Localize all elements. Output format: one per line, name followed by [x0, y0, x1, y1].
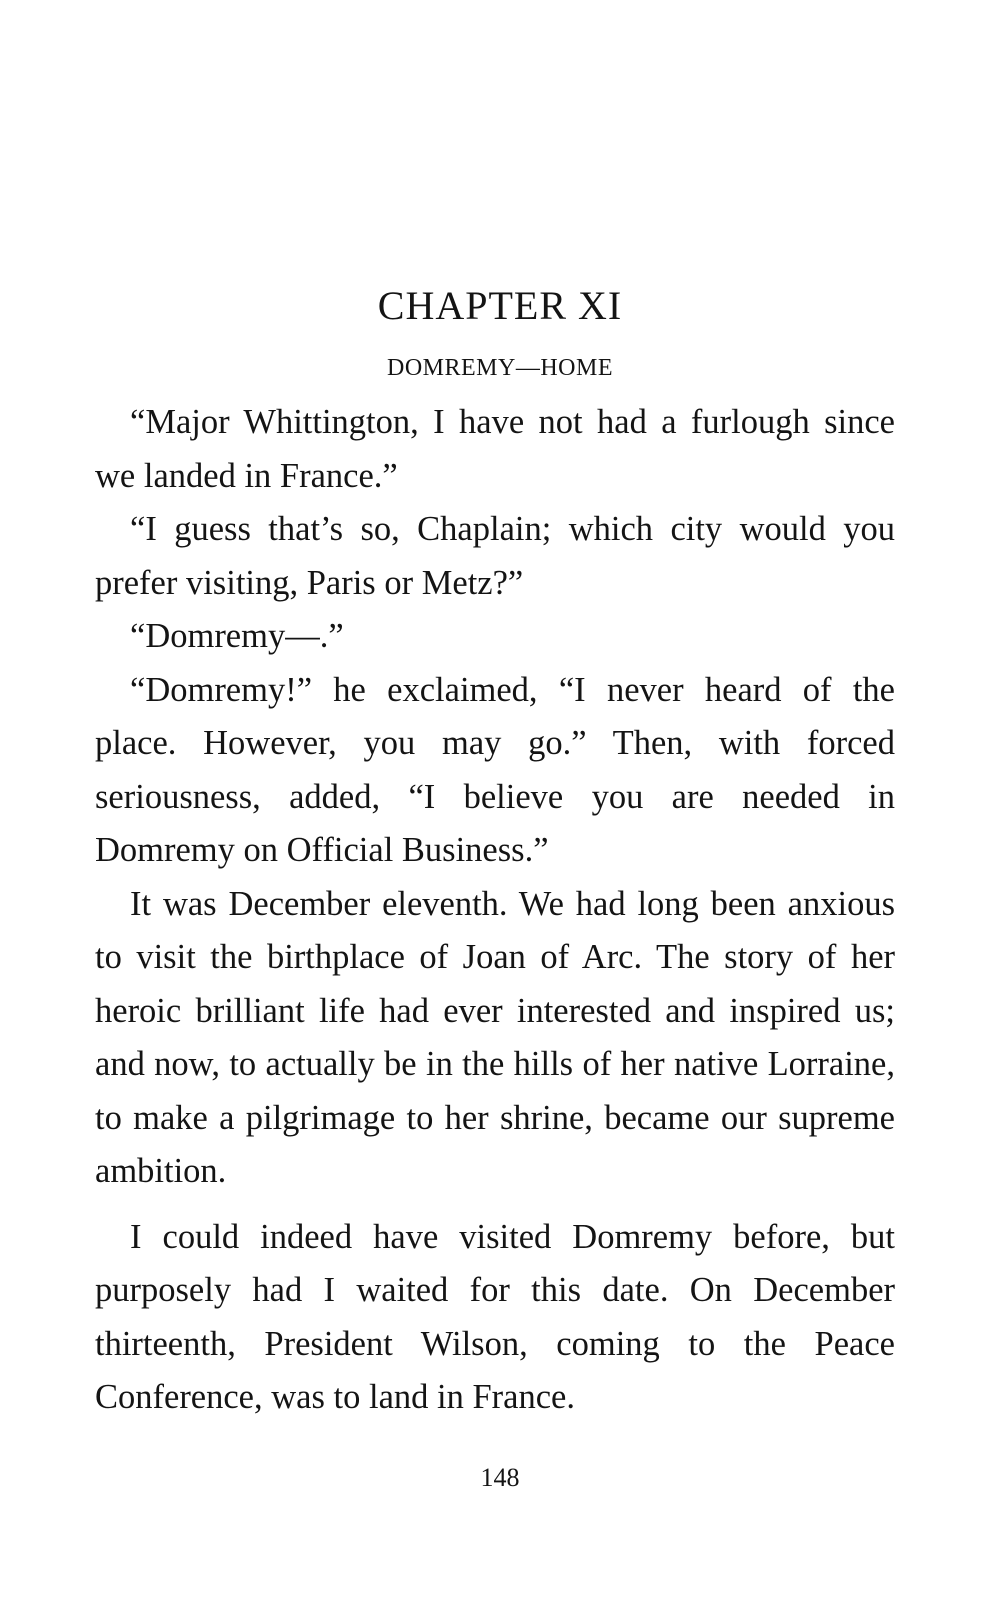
body-text — [95, 396, 895, 1425]
paragraph: “Domremy!” he exclaimed, “I never heard of the place. However, you may go.” Then, with forced seriousness, added, “I believe you are needed in Domremy on Official Business.” — [95, 670, 895, 869]
page-number: 148 — [480, 1463, 520, 1492]
paragraph: “Major Whittington, I have not had a furlough since we landed in France.” — [95, 403, 895, 495]
chapter-title: CHAPTER XI — [377, 283, 623, 328]
paragraph: “I guess that’s so, Chaplain; which city would you prefer visiting, Paris or Metz?” — [95, 510, 895, 602]
paragraph: “Domremy—.” — [130, 617, 344, 655]
paragraph: I could indeed have visited Domremy before, but purposely had I waited for this date. On December thirteenth, President Wilson, coming to the Peace Conference, was to land in France. — [95, 1217, 895, 1416]
paragraph: It was December eleventh. We had long been anxious to visit the birthplace of Joan of Arc. The story of her heroic brilliant life had ever interested and inspired us; and now, to actually be in the hills of her native Lorraine, to make a pilgrimage to her shrine, became our supreme ambition. — [95, 884, 895, 1190]
chapter-subtitle: DOMREMY—HOME — [386, 355, 613, 381]
